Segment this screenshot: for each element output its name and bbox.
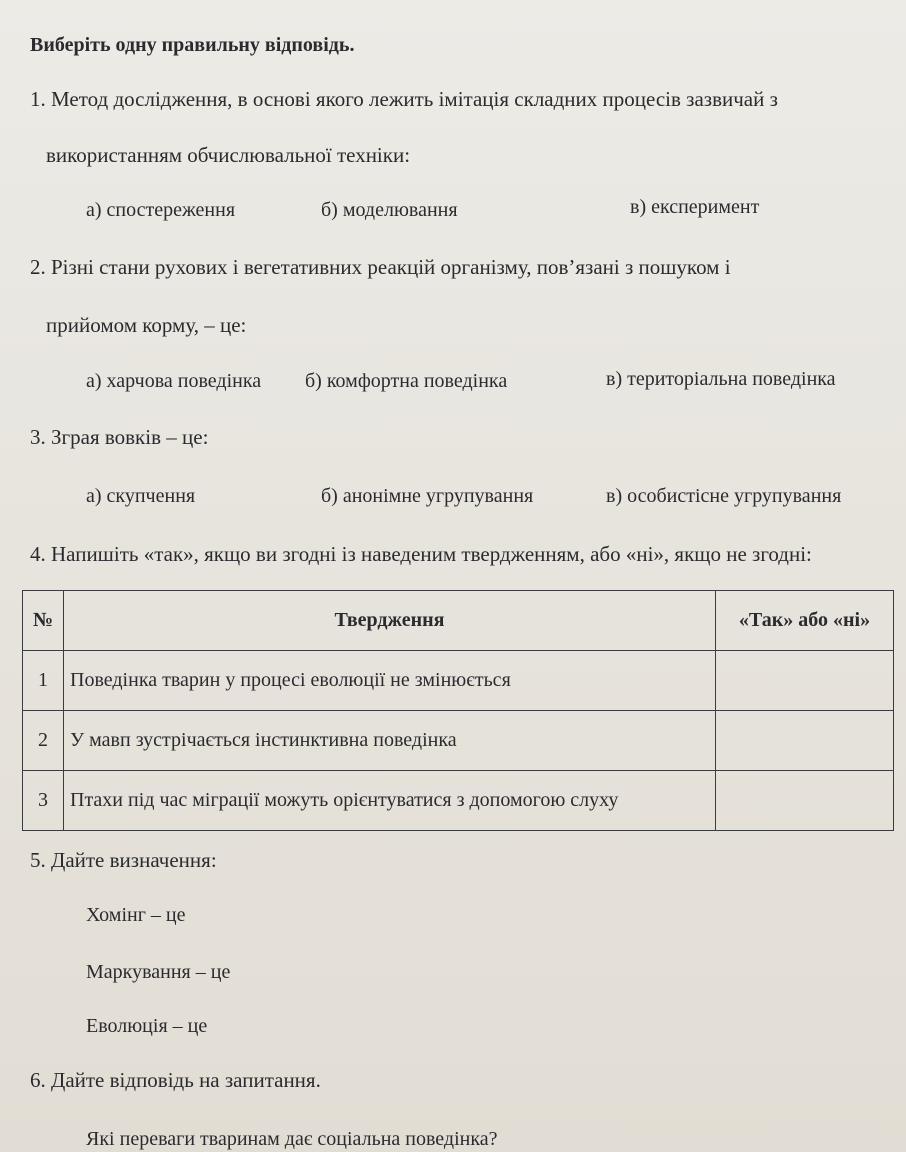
- question-3-option-b: б) анонімне угрупування: [321, 485, 534, 507]
- question-3-text: 3. Зграя вовків – це:: [30, 425, 209, 449]
- table-header-row: [23, 591, 894, 651]
- row-number: 1: [23, 651, 64, 711]
- table-row: [23, 771, 894, 831]
- row-statement: Поведінка тварин у процесі еволюції не змінюється: [64, 651, 716, 711]
- question-2-text-line-2: прийомом корму, – це:: [46, 313, 247, 337]
- question-1-option-c: в) експеримент: [630, 196, 760, 218]
- answer-cell[interactable]: [716, 771, 894, 831]
- row-statement: У мавп зустрічається інстинктивна поведінка: [64, 711, 716, 771]
- question-5-text: 5. Дайте визначення:: [30, 848, 217, 872]
- row-number: 3: [23, 771, 64, 831]
- question-2-text-line-1: 2. Різні стани рухових і вегетативних реакцій організму, пов’язані з пошуком і: [30, 255, 731, 279]
- row-number: 2: [23, 711, 64, 771]
- header-number: №: [23, 591, 64, 651]
- question-2-option-a: а) харчова поведінка: [86, 370, 262, 392]
- table-row: [23, 711, 894, 771]
- instruction-heading: Виберіть одну правильну відповідь.: [30, 34, 355, 56]
- question-2-option-b: б) комфортна поведінка: [305, 370, 508, 392]
- question-1-text-line-1: 1. Метод дослідження, в основі якого лежить імітація складних процесів зазвичай з: [30, 87, 778, 111]
- answer-cell[interactable]: [716, 711, 894, 771]
- statements-table: [22, 590, 894, 831]
- question-2-option-c: в) територіальна поведінка: [606, 368, 836, 390]
- question-4-text: 4. Напишіть «так», якщо ви згодні із наведеним твердженням, або «ні», якщо не згодні:: [30, 542, 812, 566]
- question-1-text-line-2: використанням обчислювальної техніки:: [46, 143, 411, 167]
- question-3-option-c: в) особистісне угрупування: [606, 485, 842, 507]
- answer-cell[interactable]: [716, 651, 894, 711]
- question-1-option-a: а) спостереження: [86, 199, 236, 221]
- question-1-option-b: б) моделювання: [321, 199, 458, 221]
- table-row: [23, 651, 894, 711]
- header-statement: Твердження: [64, 591, 716, 651]
- question-3-option-a: а) скупчення: [86, 485, 196, 507]
- header-answer: «Так» або «ні»: [716, 591, 894, 651]
- question-6-text: 6. Дайте відповідь на запитання.: [30, 1068, 321, 1092]
- question-6-question: Які переваги тваринам дає соціальна поведінка?: [86, 1128, 498, 1150]
- term-homing: Хомінг – це: [86, 904, 186, 926]
- row-statement: Птахи під час міграції можуть орієнтуватися з допомогою слуху: [64, 771, 716, 831]
- term-evolution: Еволюція – це: [86, 1015, 208, 1037]
- term-marking: Маркування – це: [86, 961, 231, 983]
